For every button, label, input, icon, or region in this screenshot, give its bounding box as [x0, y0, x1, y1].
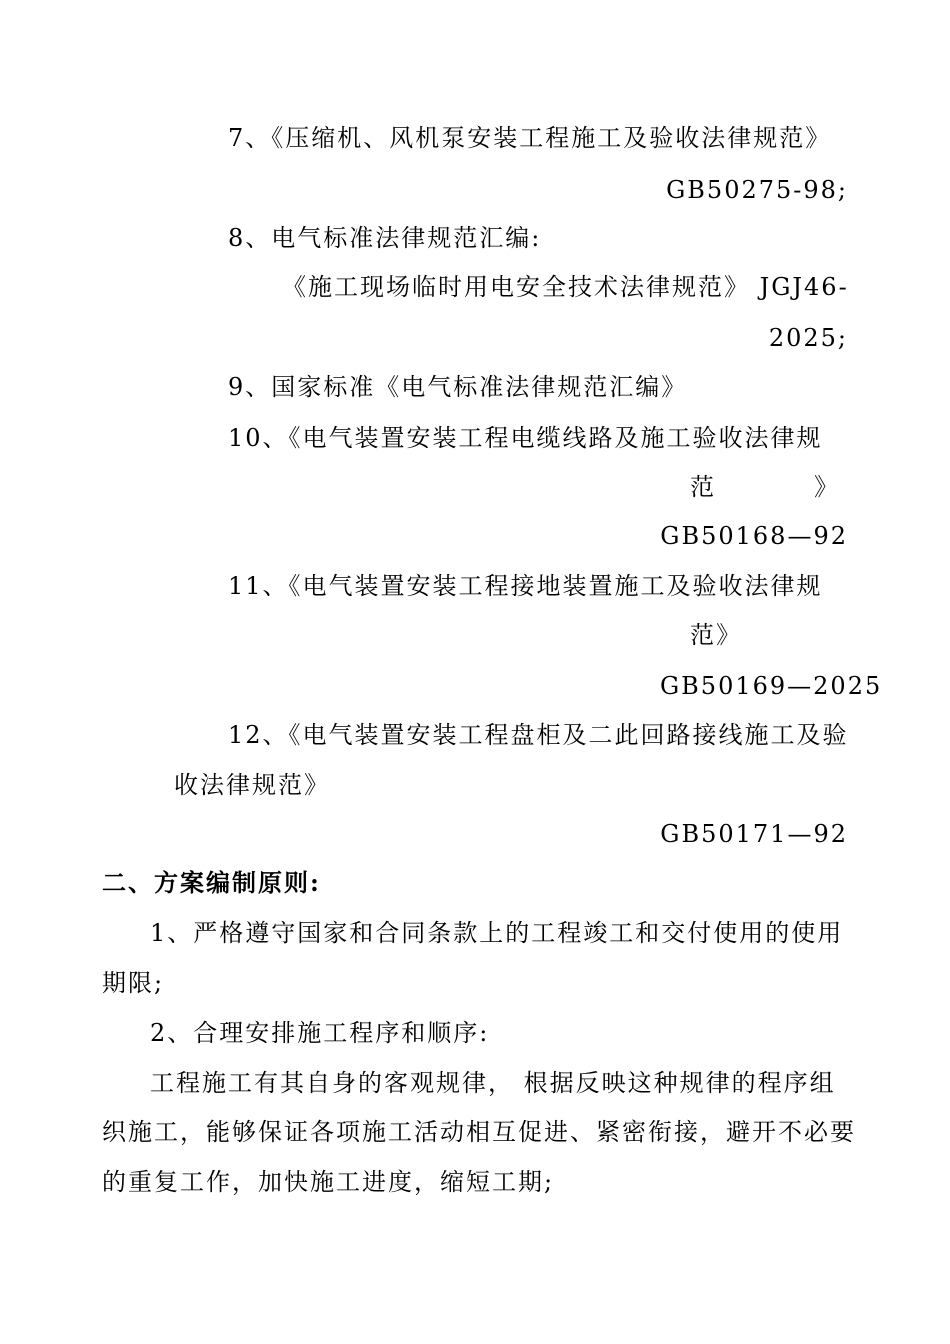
reference-item-7: 7、《压缩机、风机泵安装工程施工及验收法律规范》 — [228, 124, 832, 152]
reference-item-8-sub-cont: 2025; — [768, 324, 848, 352]
reference-item-12: 12、《电气装置安装工程盘柜及二此回路接线施工及验 — [228, 721, 849, 749]
reference-item-11-cont: 范》 — [690, 621, 742, 649]
reference-item-8: 8、电气标准法律规范汇编: — [228, 224, 542, 252]
principle-1-line-1: 1、严格遵守国家和合同条款上的工程竣工和交付使用的使用 — [150, 919, 844, 947]
section-heading: 二、方案编制原则: — [102, 868, 321, 897]
principle-1-line-2: 期限; — [102, 969, 165, 997]
paragraph-line-3: 的重复工作，加快施工进度，缩短工期; — [102, 1168, 555, 1196]
reference-item-9: 9、国家标准《电气标准法律规范汇编》 — [228, 373, 688, 401]
reference-item-10-cont-left: 范 — [690, 473, 716, 501]
reference-item-7-code: GB50275-98; — [666, 176, 848, 204]
reference-item-8-sub: 《施工现场临时用电安全技术法律规范》 JGJ46- — [282, 273, 849, 301]
reference-item-12-cont: 收法律规范》 — [174, 771, 330, 799]
reference-item-11-code: GB50169—2025 — [660, 672, 883, 700]
reference-item-10-cont — [690, 472, 840, 502]
reference-item-11: 11、《电气装置安装工程接地装置施工及验收法律规 — [228, 572, 823, 600]
reference-item-10-code: GB50168—92 — [660, 522, 848, 550]
principle-2: 2、合理安排施工程序和顺序: — [150, 1019, 490, 1047]
reference-item-10-cont-right: 》 — [814, 473, 840, 501]
reference-item-10: 10、《电气装置安装工程电缆线路及施工验收法律规 — [228, 424, 823, 452]
paragraph-line-2: 织施工，能够保证各项施工活动相互促进、紧密衔接，避开不必要 — [102, 1118, 856, 1146]
reference-item-12-code: GB50171—92 — [660, 820, 848, 848]
paragraph-line-1: 工程施工有其自身的客观规律， 根据反映这种规律的程序组 — [150, 1069, 836, 1097]
